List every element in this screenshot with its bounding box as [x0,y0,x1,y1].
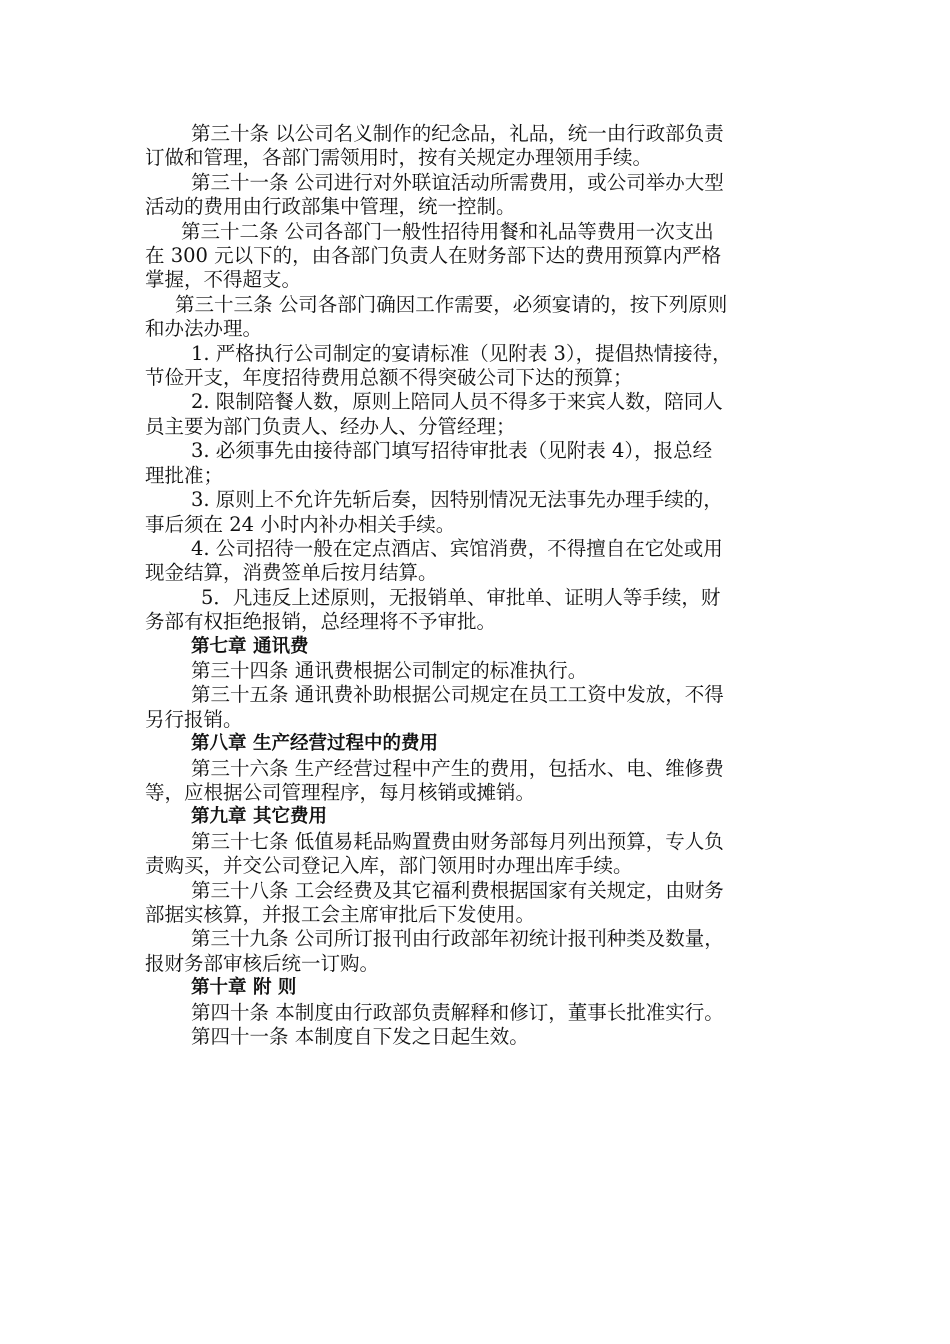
text-line: 第三十三条 公司各部门确因工作需要，必须宴请的，按下列原则 [175,292,728,316]
text-line: 订做和管理，各部门需领用时，按有关规定办理领用手续。 [145,146,653,170]
text-line: 第四十条 本制度由行政部负责解释和修订，董事长批准实行。 [191,1000,724,1024]
text-line: 5．凡违反上述原则，无报销单、审批单、证明人等手续，财 [201,585,721,609]
chapter-heading: 第十章 附 则 [191,977,297,999]
text-line: 第三十六条 生产经营过程中产生的费用，包括水、电、维修费 [191,756,724,780]
text-line: 第四十一条 本制度自下发之日起生效。 [191,1025,529,1049]
text-line: 和办法办理。 [145,317,263,341]
text-line: 1. 严格执行公司制定的宴请标准（见附表 3），提倡热情接待， [191,341,732,365]
text-line: 3. 原则上不允许先斩后奏，因特别情况无法事先办理手续的， [191,488,723,512]
text-line: 第三十八条 工会经费及其它福利费根据国家有关规定，由财务 [191,878,724,902]
text-line: 第三十九条 公司所订报刊由行政部年初统计报刊种类及数量， [191,927,724,951]
chapter-heading: 第九章 其它费用 [191,806,327,828]
text-line: 现金结算，消费签单后按月结算。 [145,561,438,585]
text-line: 第三十五条 通讯费补助根据公司规定在员工工资中发放，不得 [191,683,724,707]
document-body [145,122,825,1049]
text-line: 等，应根据公司管理程序，每月核销或摊销。 [145,780,536,804]
text-line: 第三十一条 公司进行对外联谊活动所需费用，或公司举办大型 [191,170,724,194]
chapter-heading: 第八章 生产经营过程中的费用 [191,733,438,755]
text-line: 责购买，并交公司登记入库，部门领用时办理出库手续。 [145,854,633,878]
text-line: 节俭开支，年度招待费用总额不得突破公司下达的预算； [145,366,633,390]
text-line: 务部有权拒绝报销，总经理将不予审批。 [145,610,497,634]
text-line: 在 300 元以下的，由各部门负责人在财务部下达的费用预算内严格 [145,244,722,268]
text-line: 第三十七条 低值易耗品购置费由财务部每月列出预算，专人负 [191,829,724,853]
text-line: 员主要为部门负责人、经办人、分管经理； [145,414,516,438]
text-line: 理批准； [145,463,224,487]
text-line: 报财务部审核后统一订购。 [145,951,380,975]
chapter-heading: 第七章 通讯费 [191,635,309,657]
text-line: 第三十条 以公司名义制作的纪念品，礼品，统一由行政部负责 [191,122,724,145]
text-line: 另行报销。 [145,707,243,731]
text-line: 第三十四条 通讯费根据公司制定的标准执行。 [191,658,588,682]
text-line: 部据实核算，并报工会主席审批后下发使用。 [145,903,536,926]
text-line: 活动的费用由行政部集中管理，统一控制。 [145,195,516,219]
text-line: 4. 公司招待一般在定点酒店、宾馆消费，不得擅自在它处或用 [191,536,723,560]
text-line: 掌握，不得超支。 [145,268,302,292]
text-line: 事后须在 24 小时内补办相关手续。 [145,512,456,536]
text-line: 第三十二条 公司各部门一般性招待用餐和礼品等费用一次支出 [181,219,714,243]
text-line: 2. 限制陪餐人数，原则上陪同人员不得多于来宾人数，陪同人 [191,390,723,414]
text-line: 3. 必须事先由接待部门填写招待审批表（见附表 4），报总经 [191,439,713,463]
